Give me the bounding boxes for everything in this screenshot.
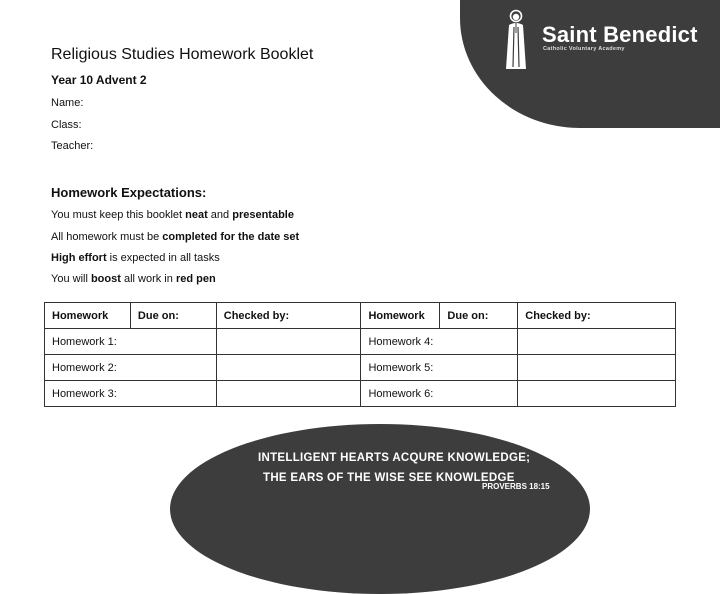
expectation-rule-1 xyxy=(51,209,294,221)
table-header-row xyxy=(45,303,676,329)
header-checked-by: Checked by: xyxy=(216,303,361,329)
saint-figure-icon xyxy=(500,9,532,73)
verse-reference: PROVERBS 18:15 xyxy=(482,482,550,491)
checked-by-cell xyxy=(518,329,676,355)
checked-by-cell xyxy=(216,355,361,381)
expectation-rule-2 xyxy=(51,231,299,243)
rule-bold: neat xyxy=(185,209,208,221)
header-homework: Homework xyxy=(45,303,131,329)
checked-by-cell xyxy=(216,329,361,355)
expectation-rule-4 xyxy=(51,273,216,285)
table-row xyxy=(45,381,676,407)
footer-banner xyxy=(170,424,590,594)
rule-text: All homework must be xyxy=(51,231,163,243)
brand-name: Saint Benedict xyxy=(542,22,698,47)
expectations-heading: Homework Expectations: xyxy=(51,185,207,200)
teacher-field-label: Teacher: xyxy=(51,140,94,152)
rule-bold: red pen xyxy=(175,273,216,285)
checked-by-cell xyxy=(518,381,676,407)
homework-cell: Homework 4: xyxy=(361,329,518,355)
quote-line-2: THE EARS OF THE WISE SEE KNOWLEDGE xyxy=(263,472,515,484)
checked-by-cell xyxy=(216,381,361,407)
rule-bold: presentable xyxy=(232,209,294,221)
header-due-on: Due on: xyxy=(130,303,216,329)
quote-line-1: INTELLIGENT HEARTS ACQURE KNOWLEDGE; xyxy=(258,452,531,464)
header-homework: Homework xyxy=(361,303,440,329)
checked-by-cell xyxy=(518,355,676,381)
rule-text: is expected in all tasks xyxy=(106,252,220,264)
page-title: Religious Studies Homework Booklet xyxy=(51,46,314,63)
rule-text: You will xyxy=(51,273,91,285)
homework-cell: Homework 1: xyxy=(45,329,217,355)
class-field-label: Class: xyxy=(51,119,82,131)
table-row xyxy=(45,329,676,355)
school-logo xyxy=(0,0,720,130)
rule-text: You must keep this booklet xyxy=(51,209,186,221)
homework-cell: Homework 2: xyxy=(45,355,217,381)
rule-text: and xyxy=(207,209,233,221)
table-row xyxy=(45,355,676,381)
rule-text: all work in xyxy=(120,273,176,285)
homework-table xyxy=(44,302,676,407)
homework-cell: Homework 6: xyxy=(361,381,518,407)
brand-subtitle: Catholic Voluntary Academy xyxy=(543,46,625,52)
header-due-on: Due on: xyxy=(440,303,518,329)
name-field-label: Name: xyxy=(51,97,84,109)
page-subtitle: Year 10 Advent 2 xyxy=(51,73,147,87)
rule-bold: High effort xyxy=(51,252,107,264)
expectation-rule-3 xyxy=(51,252,220,264)
homework-cell: Homework 5: xyxy=(361,355,518,381)
rule-bold: completed for the date set xyxy=(162,231,300,243)
homework-cell: Homework 3: xyxy=(45,381,217,407)
rule-bold: boost xyxy=(90,273,121,285)
header-checked-by: Checked by: xyxy=(518,303,676,329)
